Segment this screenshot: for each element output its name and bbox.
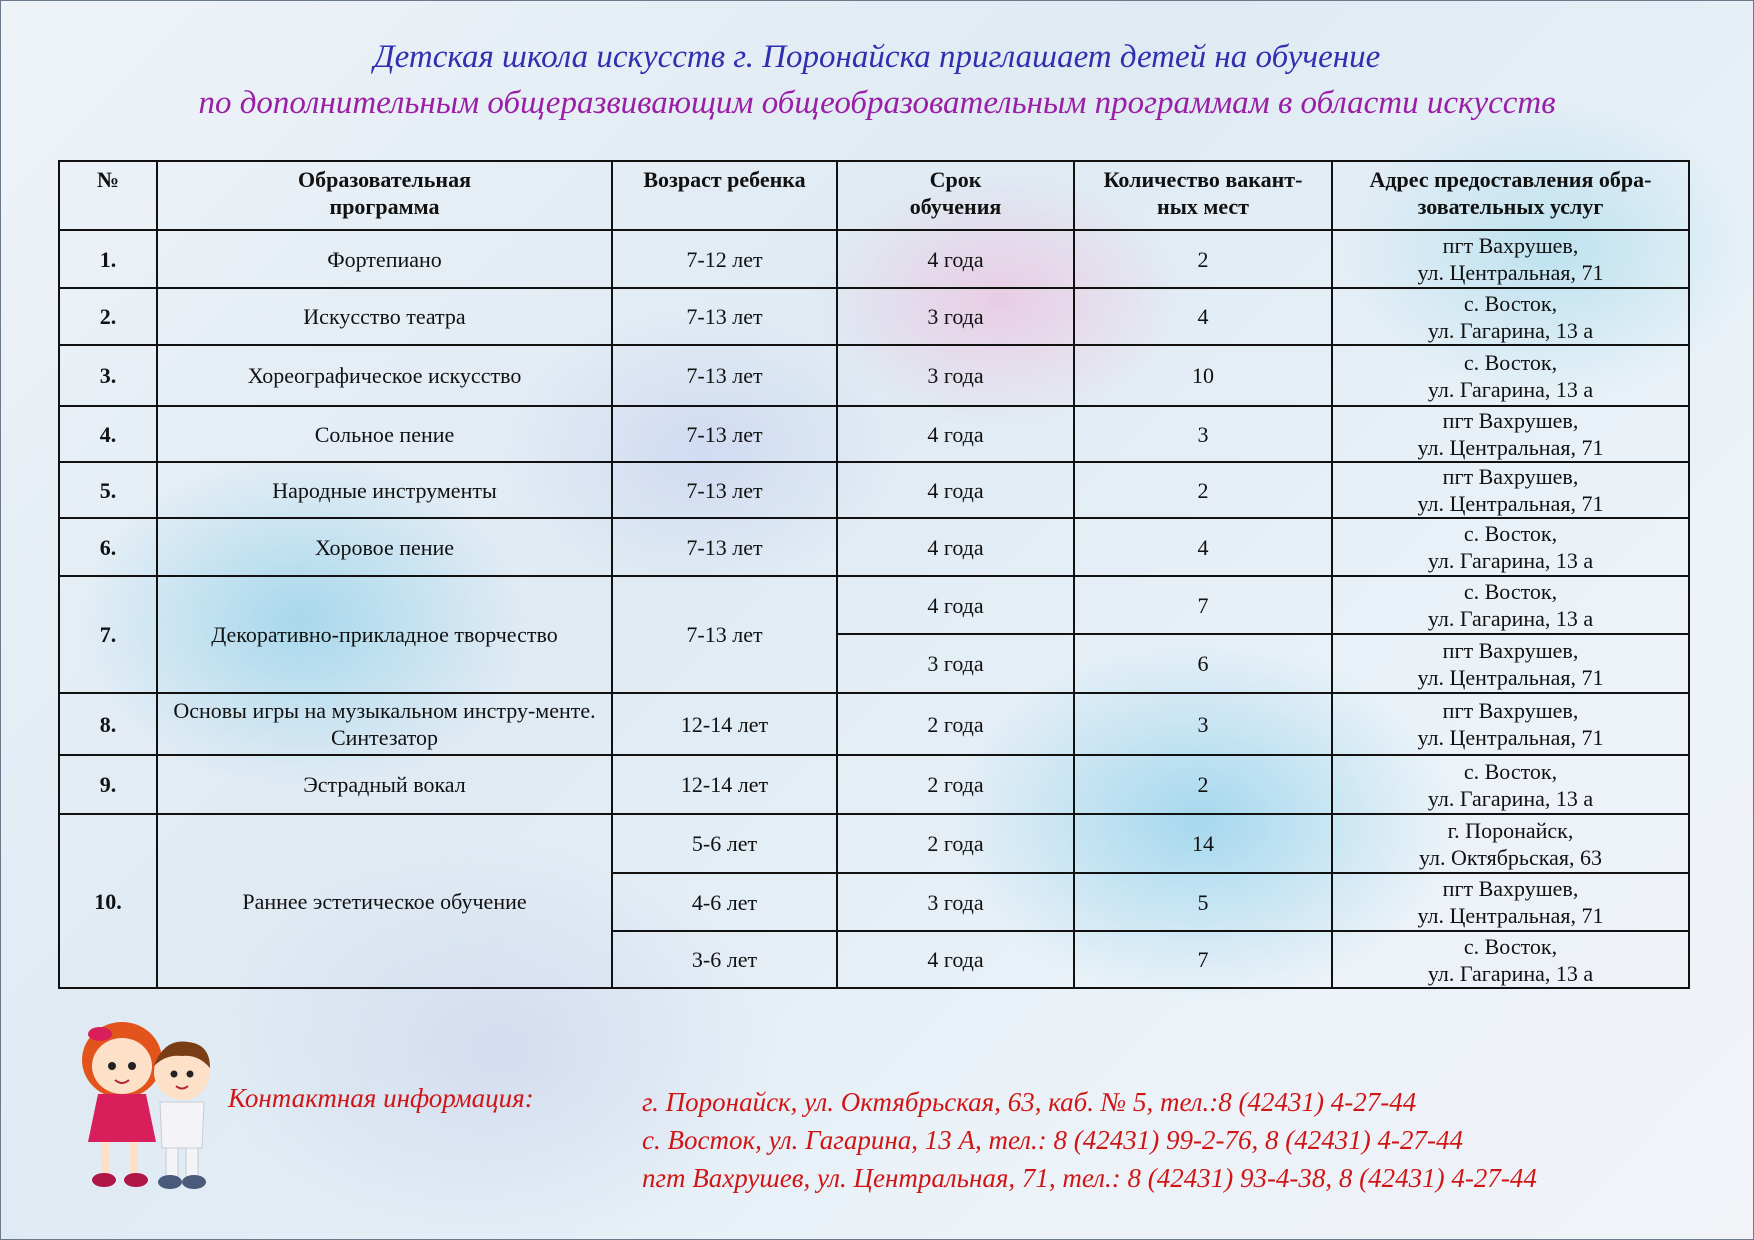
row-program: Народные инструменты (157, 462, 612, 518)
row-term: 2 года (837, 693, 1074, 755)
row-term: 4 года (837, 931, 1074, 988)
row-seats: 2 (1074, 755, 1332, 814)
column-header-seats: Количество вакант- ных мест (1074, 161, 1332, 230)
table-row (59, 288, 1689, 345)
row-term: 4 года (837, 462, 1074, 518)
row-term: 2 года (837, 814, 1074, 873)
contact-line-poronaysk: г. Поронайск, ул. Октябрьская, 63, каб. № 5, тел.:8 (42431) 4-27-44 (642, 1087, 1417, 1117)
row-seats: 7 (1074, 931, 1332, 988)
row-address (1332, 755, 1689, 814)
contact-label: Контактная информация: (228, 1083, 534, 1113)
row-program: Искусство театра (157, 288, 612, 345)
row-number: 4. (59, 406, 157, 462)
row-address-line: ул. Центральная, 71 (1417, 435, 1604, 460)
row-number: 3. (59, 345, 157, 406)
row-number: 5. (59, 462, 157, 518)
page-title: Детская школа искусств г. Поронайска приглашает детей на обучение (373, 39, 1381, 75)
row-term: 4 года (837, 518, 1074, 576)
row-address-line: с. Восток, (1463, 933, 1558, 959)
row-seats: 2 (1074, 462, 1332, 518)
row-address-line: ул. Центральная, 71 (1417, 491, 1604, 516)
row-seats: 3 (1074, 406, 1332, 462)
row-seats: 7 (1074, 576, 1332, 634)
row-seats: 14 (1074, 814, 1332, 873)
row-program: Сольное пение (157, 406, 612, 462)
row-term: 4 года (837, 230, 1074, 288)
row-age: 12-14 лет (612, 693, 837, 755)
column-header-address: Адрес предоставления обра- зовательных услуг (1332, 161, 1689, 230)
row-address (1332, 288, 1689, 345)
table-row (59, 576, 1689, 634)
row-address-line: ул. Гагарина, 13 а (1427, 785, 1594, 811)
table-row (59, 406, 1689, 462)
row-seats: 2 (1074, 230, 1332, 288)
column-header-age: Возраст ребенка (612, 161, 837, 230)
table-row (59, 518, 1689, 576)
row-address-line: пгт Вахрушев, (1442, 464, 1579, 489)
row-program: Основы игры на музыкальном инстру-менте. Синтезатор (157, 693, 612, 755)
programs-table (58, 160, 1690, 989)
row-address-line: пгт Вахрушев, (1442, 698, 1579, 723)
column-header-program: Образовательная программа (157, 161, 612, 230)
row-term: 3 года (837, 873, 1074, 931)
row-address-line: ул. Гагарина, 13 а (1427, 960, 1594, 986)
row-address-line: с. Восток, (1463, 521, 1558, 546)
row-number: 7. (59, 576, 157, 693)
row-age: 7-13 лет (612, 576, 837, 693)
row-term: 3 года (837, 345, 1074, 406)
row-age: 5-6 лет (612, 814, 837, 873)
row-number: 1. (59, 230, 157, 288)
row-number: 9. (59, 755, 157, 814)
row-number: 6. (59, 518, 157, 576)
row-age: 7-13 лет (612, 345, 837, 406)
row-address (1332, 518, 1689, 576)
row-seats: 4 (1074, 518, 1332, 576)
row-address-line: пгт Вахрушев, (1442, 233, 1579, 258)
row-address-line: ул. Гагарина, 13 а (1427, 606, 1594, 631)
table-row (59, 345, 1689, 406)
row-address (1332, 693, 1689, 755)
row-term: 3 года (837, 288, 1074, 345)
row-age: 7-12 лет (612, 230, 837, 288)
row-program: Раннее эстетическое обучение (157, 814, 612, 988)
row-address-line: ул. Центральная, 71 (1417, 903, 1604, 928)
table-row (59, 230, 1689, 288)
contact-line-vostok: с. Восток, ул. Гагарина, 13 А, тел.: 8 (42431) 99-2-76, 8 (42431) 4-27-44 (642, 1125, 1463, 1155)
row-address-line: ул. Центральная, 71 (1417, 260, 1604, 285)
row-term: 4 года (837, 406, 1074, 462)
row-program: Декоративно-прикладное творчество (157, 576, 612, 693)
row-address-line: ул. Центральная, 71 (1417, 725, 1604, 750)
row-address-line: пгт Вахрушев, (1442, 408, 1579, 433)
row-address (1332, 462, 1689, 518)
row-seats: 3 (1074, 693, 1332, 755)
row-address-line: ул. Октябрьская, 63 (1419, 844, 1602, 870)
row-address-line: с. Восток, (1463, 290, 1558, 316)
row-address (1332, 345, 1689, 406)
row-address-line: ул. Гагарина, 13 а (1427, 548, 1594, 573)
table-row (59, 814, 1689, 873)
row-term: 3 года (837, 634, 1074, 693)
row-address (1332, 931, 1689, 988)
row-age: 3-6 лет (612, 931, 837, 988)
row-address (1332, 873, 1689, 931)
row-program: Эстрадный вокал (157, 755, 612, 814)
row-address-line: ул. Гагарина, 13 а (1427, 376, 1594, 402)
row-seats: 4 (1074, 288, 1332, 345)
table-row (59, 462, 1689, 518)
row-age: 7-13 лет (612, 518, 837, 576)
contact-line-vakhrushev: пгт Вахрушев, ул. Центральная, 71, тел.: 8 (42431) 93-4-38, 8 (42431) 4-27-44 (642, 1163, 1537, 1193)
row-number: 10. (59, 814, 157, 988)
row-address-line: ул. Гагарина, 13 а (1427, 317, 1594, 343)
row-age: 7-13 лет (612, 406, 837, 462)
row-seats: 10 (1074, 345, 1332, 406)
row-address (1332, 576, 1689, 634)
table-row (59, 693, 1689, 755)
row-program: Фортепиано (157, 230, 612, 288)
row-address-line: пгт Вахрушев, (1442, 876, 1579, 901)
column-header-term: Срок обучения (837, 161, 1074, 230)
row-address (1332, 230, 1689, 288)
row-seats: 5 (1074, 873, 1332, 931)
row-age: 7-13 лет (612, 288, 837, 345)
row-address-line: пгт Вахрушев, (1442, 637, 1579, 663)
table-header-row (59, 161, 1689, 230)
row-address (1332, 634, 1689, 693)
kids-illustration (60, 1010, 230, 1200)
page-subtitle: по дополнительным общеразвивающим общеобразовательным программам в области искусств (198, 85, 1556, 121)
row-age: 7-13 лет (612, 462, 837, 518)
row-term: 4 года (837, 576, 1074, 634)
table-row (59, 755, 1689, 814)
row-address (1332, 406, 1689, 462)
row-address-line: г. Поронайск, (1447, 817, 1574, 843)
row-address-line: ул. Центральная, 71 (1417, 664, 1604, 690)
row-address-line: с. Восток, (1463, 758, 1558, 784)
row-age: 12-14 лет (612, 755, 837, 814)
row-program: Хоровое пение (157, 518, 612, 576)
row-number: 8. (59, 693, 157, 755)
row-address (1332, 814, 1689, 873)
row-address-line: с. Восток, (1463, 579, 1558, 604)
contact-info (642, 1083, 1537, 1197)
row-term: 2 года (837, 755, 1074, 814)
row-program: Хореографическое искусство (157, 345, 612, 406)
row-age: 4-6 лет (612, 873, 837, 931)
row-number: 2. (59, 288, 157, 345)
row-seats: 6 (1074, 634, 1332, 693)
column-header-number: № (59, 161, 157, 230)
row-address-line: с. Восток, (1463, 349, 1558, 375)
